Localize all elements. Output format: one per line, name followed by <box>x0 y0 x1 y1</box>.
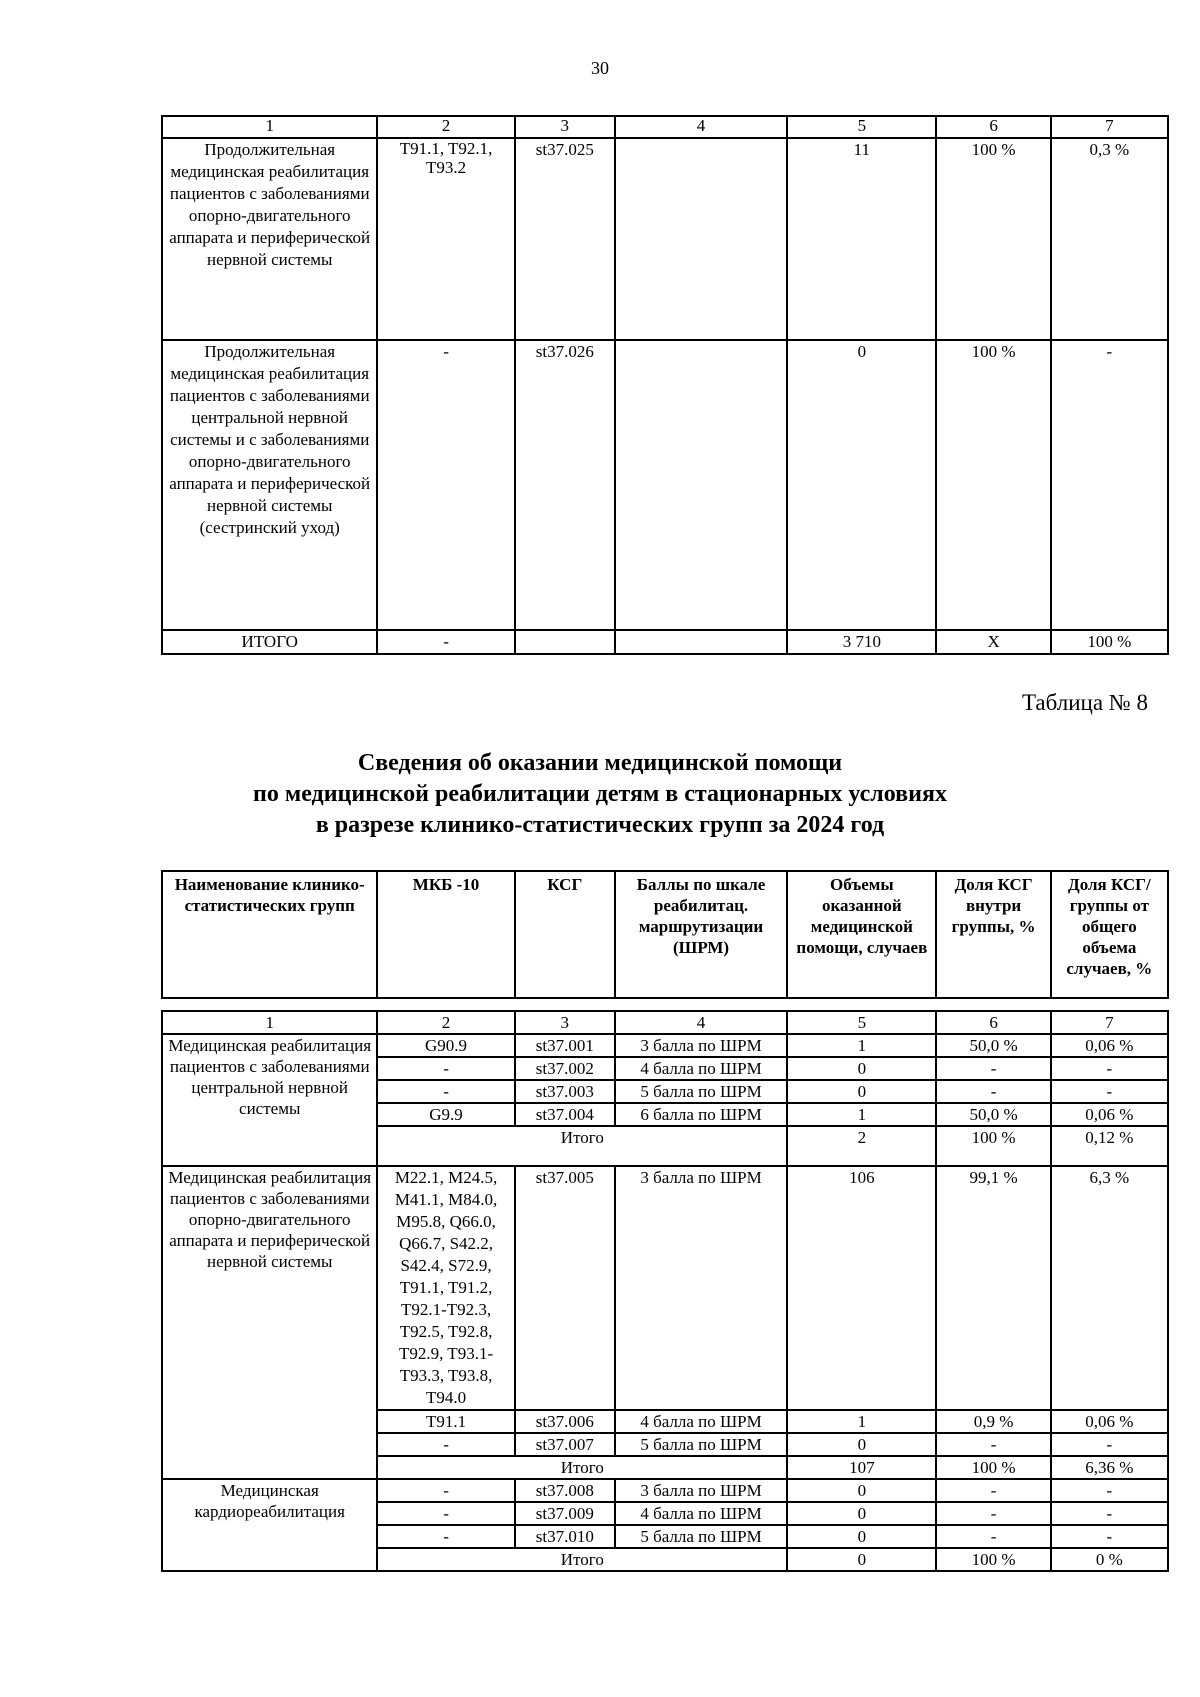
volume-cell: 0 <box>787 1057 936 1080</box>
mkb-cell: G9.9 <box>377 1103 514 1126</box>
scale-cell: 3 балла по ШРМ <box>615 1479 787 1502</box>
share-total-cell: 0,06 % <box>1051 1034 1168 1057</box>
volume-cell: 2 <box>787 1126 936 1166</box>
header-share-total: Доля КСГ/ группы от общего объема случаев, % <box>1051 871 1168 998</box>
volume-cell: 0 <box>787 1502 936 1525</box>
scale-cell: 6 балла по ШРМ <box>615 1103 787 1126</box>
share-total-cell: 0,06 % <box>1051 1410 1168 1433</box>
column-number: 6 <box>936 1011 1050 1034</box>
header-share-in-group: Доля КСГ внутри группы, % <box>936 871 1050 998</box>
share-total-cell: 6,36 % <box>1051 1456 1168 1479</box>
volume-cell: 3 710 <box>787 630 936 654</box>
ksg-cell: st37.002 <box>515 1057 615 1080</box>
share-total-cell: - <box>1051 1502 1168 1525</box>
share-total-cell: - <box>1051 340 1168 630</box>
scale-cell: 3 балла по ШРМ <box>615 1166 787 1410</box>
ksg-cell <box>515 630 615 654</box>
mkb-cell: - <box>377 1080 514 1103</box>
table-row <box>162 138 1168 340</box>
column-number-row <box>162 1011 1168 1034</box>
column-number: 3 <box>515 1011 615 1034</box>
mkb-cell: - <box>377 1433 514 1456</box>
header-row <box>162 871 1168 998</box>
ksg-cell: st37.001 <box>515 1034 615 1057</box>
ksg-cell: st37.007 <box>515 1433 615 1456</box>
scale-cell: 5 балла по ШРМ <box>615 1080 787 1103</box>
column-number: 2 <box>377 1011 514 1034</box>
table-row <box>162 1034 1168 1057</box>
scale-cell: 4 балла по ШРМ <box>615 1502 787 1525</box>
header-table <box>161 870 1169 999</box>
group-name-cell: Продолжительная медицинская реабилитация пациентов с заболеваниями центральной нервной системы и с заболеваниями опорно-двигательного аппарата и периферической нервной системы (сестринский уход) <box>162 340 377 630</box>
total-label: ИТОГО <box>162 630 377 654</box>
group-name-cell: Продолжительная медицинская реабилитация пациентов с заболеваниями опорно-двигательного аппарата и периферической нервной системы <box>162 138 377 340</box>
header-volume: Объемы оказанной медицинской помощи, случаев <box>787 871 936 998</box>
ksg-cell: st37.025 <box>515 138 615 340</box>
ksg-cell: st37.006 <box>515 1410 615 1433</box>
share-in-group-cell: Х <box>936 630 1050 654</box>
volume-cell: 0 <box>787 1433 936 1456</box>
group-name-cell: Медицинская кардиореабилитация <box>162 1479 377 1571</box>
share-in-group-cell: 50,0 % <box>936 1103 1050 1126</box>
share-in-group-cell: 0,9 % <box>936 1410 1050 1433</box>
share-in-group-cell: - <box>936 1479 1050 1502</box>
column-number: 5 <box>787 1011 936 1034</box>
share-total-cell: 0,12 % <box>1051 1126 1168 1166</box>
mkb-cell: - <box>377 340 514 630</box>
volume-cell: 0 <box>787 1080 936 1103</box>
share-total-cell: 6,3 % <box>1051 1166 1168 1410</box>
volume-cell: 1 <box>787 1410 936 1433</box>
scale-cell: 5 балла по ШРМ <box>615 1525 787 1548</box>
share-total-cell: - <box>1051 1479 1168 1502</box>
volume-cell: 1 <box>787 1103 936 1126</box>
group-name-cell: Медицинская реабилитация пациентов с заболеваниями центральной нервной системы <box>162 1034 377 1166</box>
table-row <box>162 340 1168 630</box>
header-ksg: КСГ <box>515 871 615 998</box>
volume-cell: 0 <box>787 1525 936 1548</box>
share-in-group-cell: 100 % <box>936 340 1050 630</box>
scale-cell <box>615 340 787 630</box>
volume-cell: 11 <box>787 138 936 340</box>
header-mkb: МКБ -10 <box>377 871 514 998</box>
column-number-row <box>162 116 1168 138</box>
header-group-name: Наименование клинико-статистических групп <box>162 871 377 998</box>
document-title <box>0 748 1200 841</box>
scale-cell: 4 балла по ШРМ <box>615 1057 787 1080</box>
share-in-group-cell: - <box>936 1433 1050 1456</box>
column-number: 7 <box>1051 1011 1168 1034</box>
scale-cell <box>615 630 787 654</box>
share-in-group-cell: 50,0 % <box>936 1034 1050 1057</box>
share-in-group-cell: - <box>936 1057 1050 1080</box>
column-number: 3 <box>515 116 615 138</box>
share-total-cell: 0 % <box>1051 1548 1168 1571</box>
share-in-group-cell: 100 % <box>936 1126 1050 1166</box>
main-table <box>161 1010 1169 1572</box>
column-number: 2 <box>377 116 514 138</box>
mkb-cell: G90.9 <box>377 1034 514 1057</box>
scale-cell: 3 балла по ШРМ <box>615 1034 787 1057</box>
volume-cell: 106 <box>787 1166 936 1410</box>
subtotal-label: Итого <box>377 1548 787 1571</box>
mkb-cell: M22.1, M24.5, M41.1, M84.0, M95.8, Q66.0, Q66.7, S42.2, S42.4, S72.9, T91.1, T91.2, T92.1-T92.3, T92.5, T92.8, T92.9, T93.1-T93.3, T93.8, T94.0 <box>377 1166 514 1410</box>
mkb-cell: - <box>377 1525 514 1548</box>
mkb-cell: - <box>377 1479 514 1502</box>
column-number: 4 <box>615 116 787 138</box>
volume-cell: 1 <box>787 1034 936 1057</box>
share-in-group-cell: - <box>936 1525 1050 1548</box>
scale-cell: 4 балла по ШРМ <box>615 1410 787 1433</box>
ksg-cell: st37.008 <box>515 1479 615 1502</box>
share-total-cell: - <box>1051 1525 1168 1548</box>
share-total-cell: - <box>1051 1080 1168 1103</box>
ksg-cell: st37.004 <box>515 1103 615 1126</box>
subtotal-label: Итого <box>377 1456 787 1479</box>
share-in-group-cell: 100 % <box>936 1456 1050 1479</box>
share-in-group-cell: 100 % <box>936 1548 1050 1571</box>
continued-table <box>161 115 1169 655</box>
share-in-group-cell: - <box>936 1502 1050 1525</box>
column-number: 1 <box>162 116 377 138</box>
column-number: 6 <box>936 116 1050 138</box>
ksg-cell: st37.010 <box>515 1525 615 1548</box>
scale-cell: 5 балла по ШРМ <box>615 1433 787 1456</box>
volume-cell: 0 <box>787 1548 936 1571</box>
header-scale: Баллы по шкале реабилитац. маршрутизации (ШРМ) <box>615 871 787 998</box>
volume-cell: 107 <box>787 1456 936 1479</box>
volume-cell: 0 <box>787 340 936 630</box>
share-total-cell: 0,06 % <box>1051 1103 1168 1126</box>
table-row <box>162 1166 1168 1410</box>
ksg-cell: st37.005 <box>515 1166 615 1410</box>
share-in-group-cell: 100 % <box>936 138 1050 340</box>
share-total-cell: - <box>1051 1057 1168 1080</box>
mkb-cell: T91.1 <box>377 1410 514 1433</box>
mkb-cell: T91.1, T92.1, T93.2 <box>377 138 514 340</box>
share-in-group-cell: 99,1 % <box>936 1166 1050 1410</box>
column-number: 7 <box>1051 116 1168 138</box>
column-number: 4 <box>615 1011 787 1034</box>
page-number: 30 <box>591 58 609 78</box>
table-row <box>162 1479 1168 1502</box>
share-total-cell: 0,3 % <box>1051 138 1168 340</box>
share-total-cell: - <box>1051 1433 1168 1456</box>
ksg-cell: st37.003 <box>515 1080 615 1103</box>
ksg-cell: st37.026 <box>515 340 615 630</box>
title-line: по медицинской реабилитации детям в стационарных условиях <box>253 781 947 807</box>
total-row <box>162 630 1168 654</box>
table-label: Таблица № 8 <box>1021 690 1148 715</box>
volume-cell: 0 <box>787 1479 936 1502</box>
group-name-cell: Медицинская реабилитация пациентов с заболеваниями опорно-двигательного аппарата и периферической нервной системы <box>162 1166 377 1479</box>
title-line: Сведения об оказании медицинской помощи <box>357 750 843 776</box>
title-line: в разрезе клинико-статистических групп за 2024 год <box>315 812 885 838</box>
ksg-cell: st37.009 <box>515 1502 615 1525</box>
column-number: 5 <box>787 116 936 138</box>
subtotal-label: Итого <box>377 1126 787 1166</box>
mkb-cell: - <box>377 630 514 654</box>
scale-cell <box>615 138 787 340</box>
column-number: 1 <box>162 1011 377 1034</box>
share-in-group-cell: - <box>936 1080 1050 1103</box>
share-total-cell: 100 % <box>1051 630 1168 654</box>
mkb-cell: - <box>377 1057 514 1080</box>
mkb-cell: - <box>377 1502 514 1525</box>
